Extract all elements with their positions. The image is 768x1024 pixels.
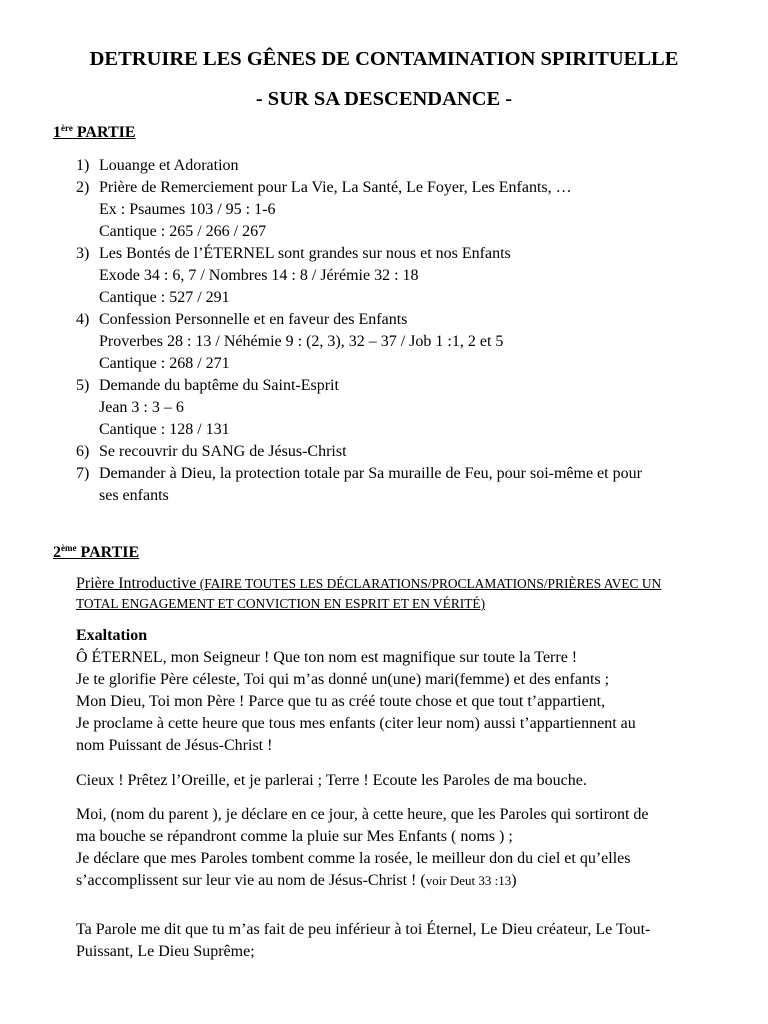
text-line: Je te glorifie Père céleste, Toi qui m’as donné un(une) mari(femme) et des enfants ; [76, 671, 610, 688]
list-item-line: Jean 3 : 3 – 6 [99, 399, 184, 416]
list-item-number: 5) [76, 377, 90, 394]
list-item-number: 7) [76, 465, 90, 482]
text-segment: ) [511, 872, 517, 889]
list-item-line: Ex : Psaumes 103 / 95 : 1-6 [99, 201, 276, 218]
list-item-number: 2) [76, 179, 90, 196]
scripture-reference: voir Deut 33 :13 [425, 873, 512, 888]
list-item [0, 177, 709, 243]
list-item-number: 1) [76, 157, 90, 174]
list-item-line: Prière de Remerciement pour La Vie, La Santé, Le Foyer, Les Enfants, … [99, 179, 572, 196]
list-item-line: Demande du baptême du Saint-Esprit [99, 377, 339, 394]
list-item-line: Cantique : 128 / 131 [99, 421, 230, 438]
list-item-number: 4) [76, 311, 90, 328]
list-item [0, 463, 709, 507]
text-line: Ô ÉTERNEL, mon Seigneur ! Que ton nom est magnifique sur toute la Terre ! [76, 649, 578, 666]
list-item-number: 3) [76, 245, 90, 262]
intro-prayer-instruction-cont: TOTAL ENGAGEMENT ET CONVICTION EN ESPRIT ET EN VÉRITÉ) [76, 596, 486, 611]
list-item [0, 155, 709, 177]
list-item-line: ses enfants [99, 487, 169, 504]
part-1-label: PARTIE [72, 124, 136, 141]
text-line [76, 870, 716, 892]
list-item-line: Cantique : 527 / 291 [99, 289, 230, 306]
part-2-superscript: ème [61, 543, 77, 553]
list-item-line: Demander à Dieu, la protection totale par Sa muraille de Feu, pour soi-même et pour [99, 465, 642, 482]
text-line: Je proclame à cette heure que tous mes enfants (citer leur nom) aussi t’appartiennent au [76, 715, 636, 732]
text-segment: s’accomplissent sur leur vie au nom de Jésus-Christ ! ( [76, 872, 426, 889]
list-item [0, 375, 709, 441]
text-line: Mon Dieu, Toi mon Père ! Parce que tu as créé toute chose et que tout t’appartient, [76, 693, 606, 710]
list-item-line: Cantique : 265 / 266 / 267 [99, 223, 267, 240]
list-item [0, 243, 709, 309]
part-1-list [0, 155, 768, 507]
exaltation-paragraph [76, 647, 716, 757]
list-item-line: Se recouvrir du SANG de Jésus-Christ [99, 443, 347, 460]
intro-prayer-title: Prière Introductive [76, 575, 197, 592]
exaltation-heading: Exaltation [76, 627, 148, 644]
part-2-label: PARTIE [76, 544, 140, 561]
list-item-line: Louange et Adoration [99, 157, 239, 174]
part-2-number: 2 [53, 544, 61, 561]
document-title: DETRUIRE LES GÊNES DE CONTAMINATION SPIRITUELLE [89, 48, 679, 70]
text-line: Je déclare que mes Paroles tombent comme la rosée, le meilleur don du ciel et qu’elles [76, 850, 631, 867]
text-line: Ta Parole me dit que tu m’as fait de peu inférieur à toi Éternel, Le Dieu créateur, Le Tout- [76, 921, 651, 938]
list-item-line: Cantique : 268 / 271 [99, 355, 230, 372]
text-line: nom Puissant de Jésus-Christ ! [76, 737, 273, 754]
document-subtitle: - SUR SA DESCENDANCE - [255, 88, 513, 110]
list-item-line: Confession Personnelle et en faveur des Enfants [99, 311, 408, 328]
text-line: Puissant, Le Dieu Suprême; [76, 943, 255, 960]
parole-paragraph [76, 919, 716, 963]
list-item [0, 309, 709, 375]
text-line: ma bouche se répandront comme la pluie sur Mes Enfants ( noms ) ; [76, 828, 513, 845]
cieux-paragraph: Cieux ! Prêtez l’Oreille, et je parlerai ; Terre ! Ecoute les Paroles de ma bouche. [76, 772, 587, 789]
list-item-line: Proverbes 28 : 13 / Néhémie 9 : (2, 3), 32 – 37 / Job 1 :1, 2 et 5 [99, 333, 504, 350]
part-1-number: 1 [53, 124, 61, 141]
part-2-heading [53, 542, 139, 564]
list-item-line: Exode 34 : 6, 7 / Nombres 14 : 8 / Jérémie 32 : 18 [99, 267, 419, 284]
list-item-number: 6) [76, 443, 90, 460]
text-line: Moi, (nom du parent ), je déclare en ce jour, à cette heure, que les Paroles qui sortiront de [76, 806, 649, 823]
list-item [0, 441, 709, 463]
part-1-heading [53, 122, 136, 144]
part-1-superscript: ère [61, 123, 73, 133]
intro-prayer [76, 573, 716, 613]
intro-prayer-instruction: (FAIRE TOUTES LES DÉCLARATIONS/PROCLAMATIONS/PRIÈRES AVEC UN [196, 576, 662, 591]
list-item-line: Les Bontés de l’ÉTERNEL sont grandes sur nous et nos Enfants [99, 245, 511, 262]
declaration-paragraph [76, 804, 716, 892]
